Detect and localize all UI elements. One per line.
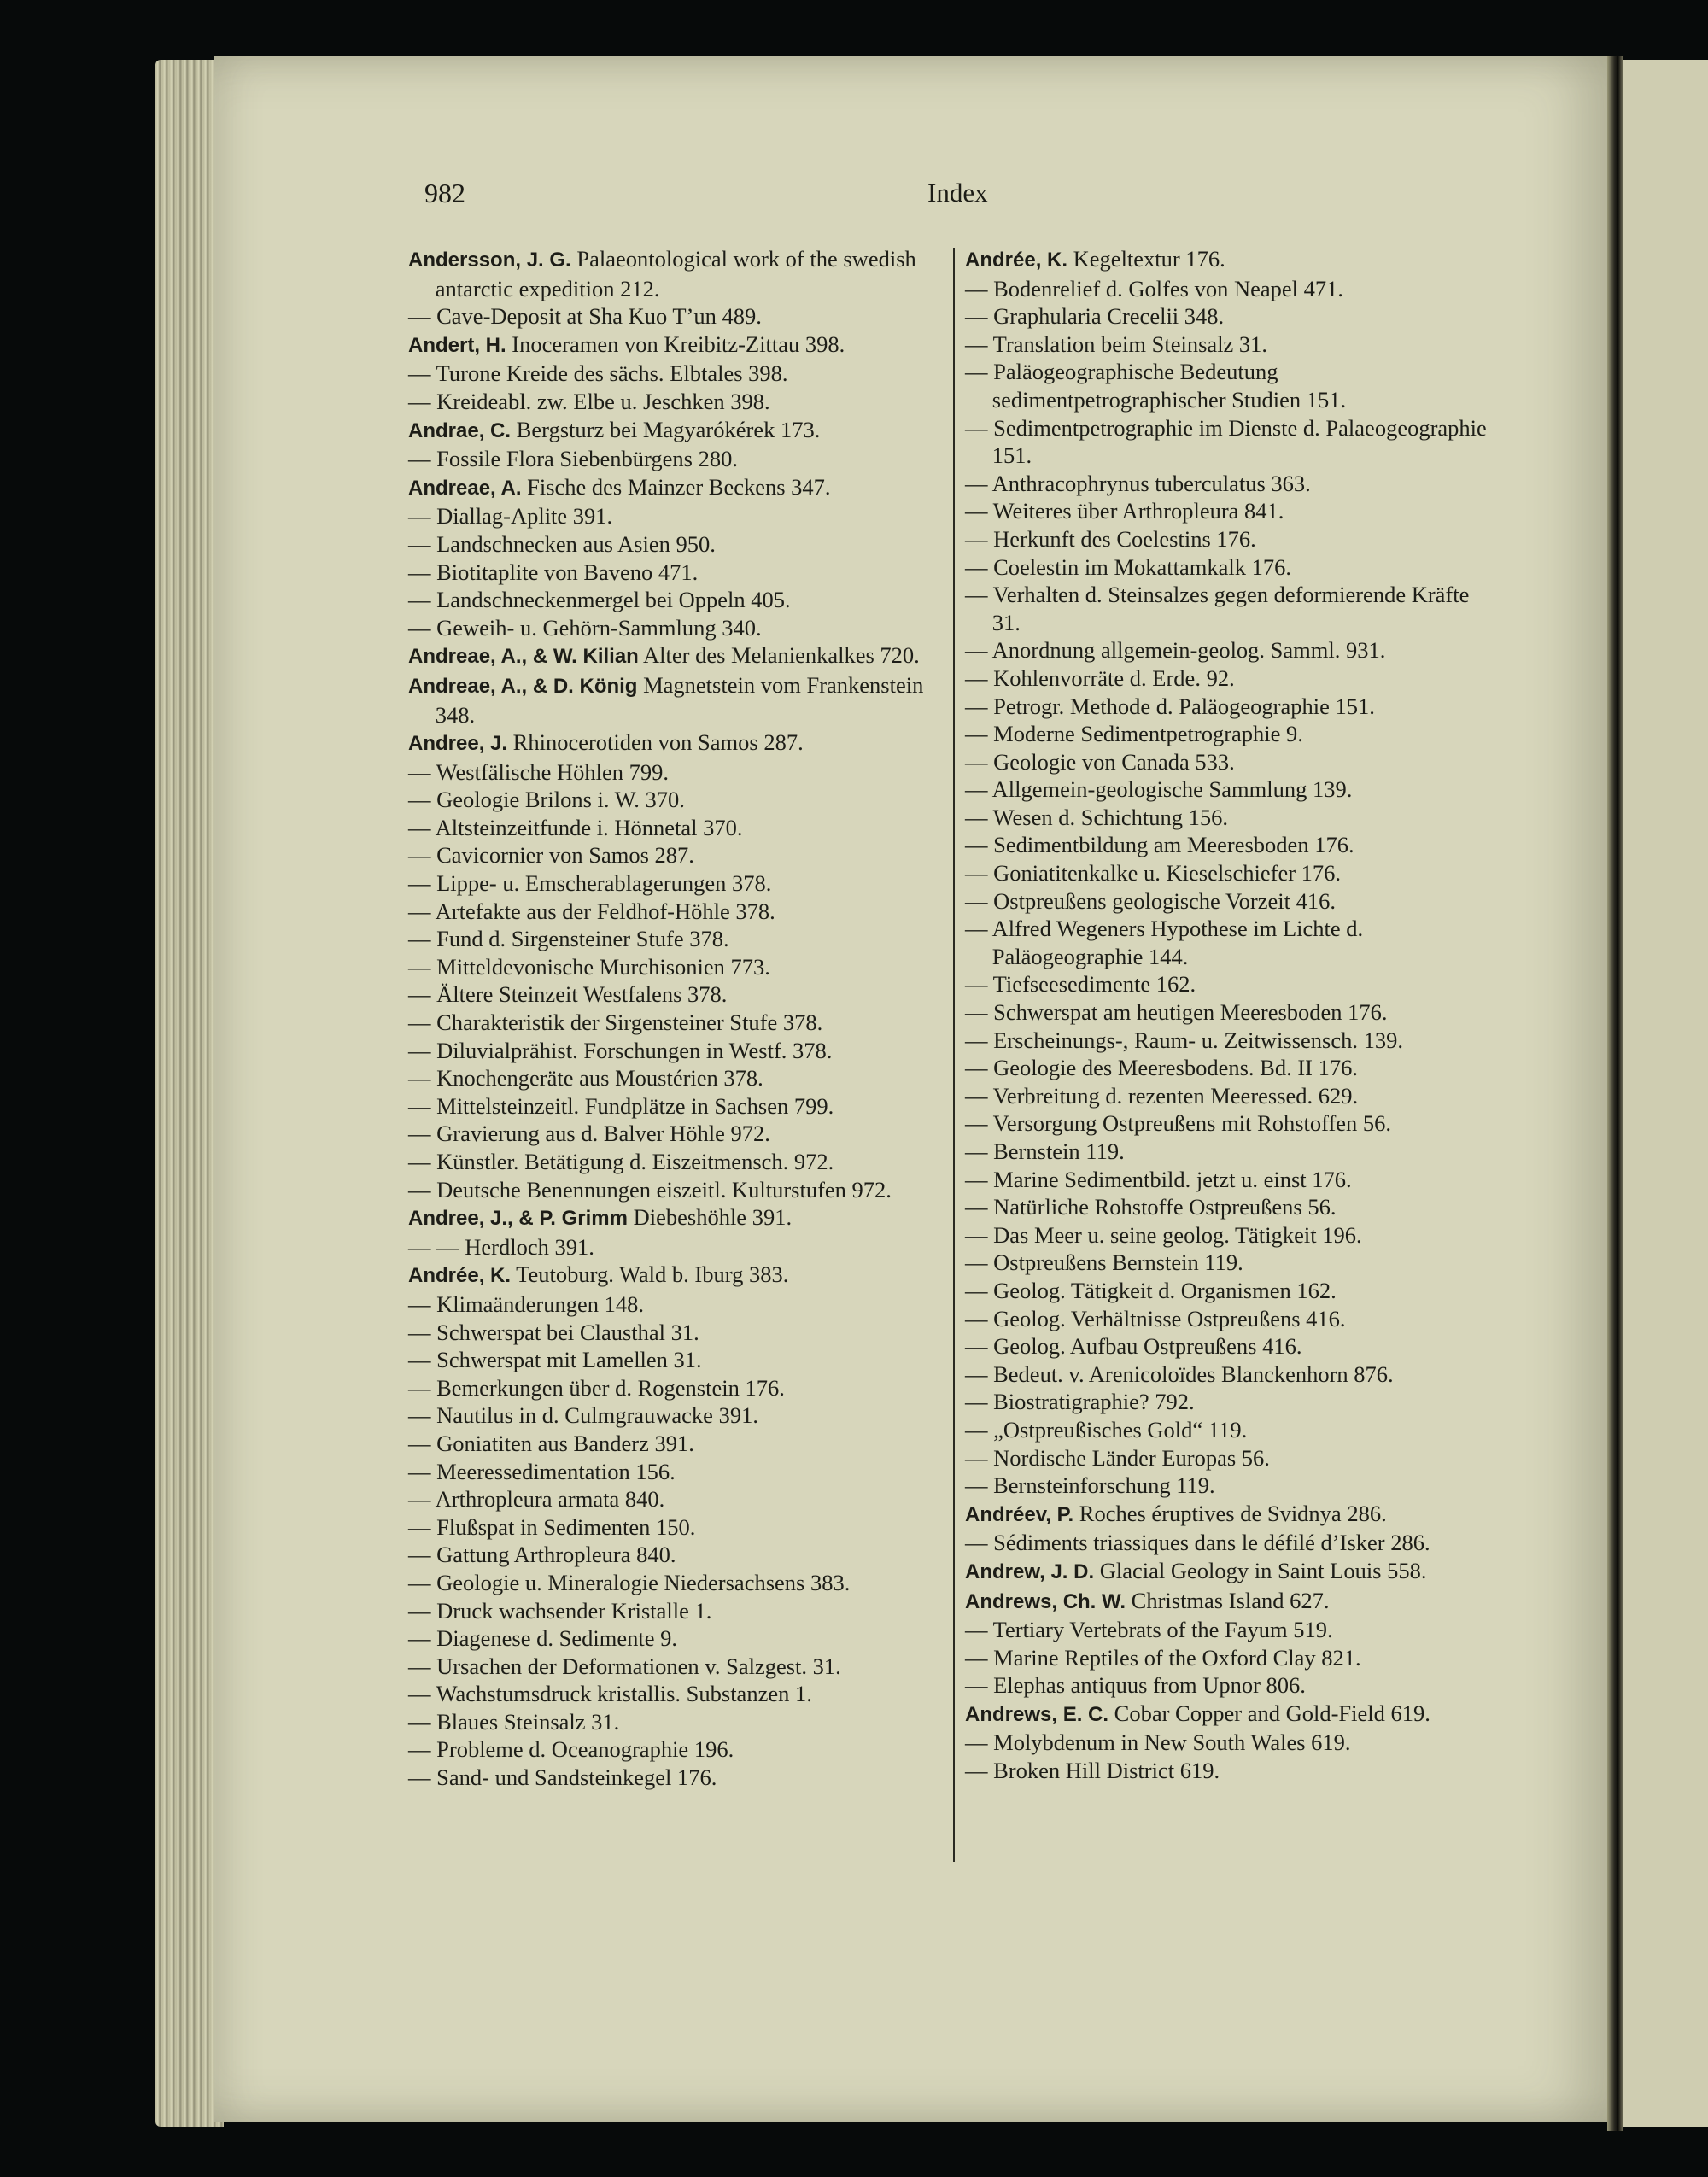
index-entry: [408, 1485, 945, 1513]
index-entry-text: Glacial Geology in Saint Louis 558.: [1094, 1557, 1427, 1583]
index-entry-text: Alter des Melanienkalkes 720.: [638, 642, 920, 669]
index-entry: [408, 586, 945, 614]
index-entry: [408, 1374, 945, 1402]
index-entry-text: Magnetstein vom Frankenstein 348.: [435, 671, 924, 728]
index-entry: [965, 887, 1499, 916]
index-entry: [965, 859, 1499, 887]
index-entry: [965, 1305, 1499, 1333]
index-entry-text: — Coelestin im Mokattamkalk 176.: [965, 553, 1291, 580]
index-entry-text: — Blaues Steinsalz 31.: [408, 1708, 620, 1735]
index-entry-text: — Bernsteinforschung 119.: [965, 1472, 1215, 1499]
index-entry-text: Christmas Island 627.: [1126, 1587, 1330, 1613]
index-entry: [965, 1587, 1499, 1617]
index-entry-text: — Das Meer u. seine geolog. Tätigkeit 196.: [965, 1221, 1362, 1248]
index-entry: [408, 1569, 945, 1597]
index-entry-text: — Bemerkungen über d. Rogenstein 176.: [408, 1374, 785, 1401]
index-entry-text: — Graphularia Crecelii 348.: [965, 303, 1225, 330]
index-entry: [965, 1109, 1499, 1138]
index-entry-text: — Druck wachsender Kristalle 1.: [408, 1597, 712, 1624]
index-entry: [965, 1193, 1499, 1221]
index-entry-text: — Deutsche Benennungen eiszeitl. Kulturstufen 972.: [408, 1176, 892, 1203]
index-entry: [965, 1054, 1499, 1082]
index-entry: [408, 1120, 945, 1148]
index-entry: [965, 1616, 1499, 1644]
index-entry: [408, 1430, 945, 1458]
index-entry-text: — Landschnecken aus Asien 950.: [408, 530, 716, 557]
index-entry: [408, 1319, 945, 1347]
index-entry: [408, 1541, 945, 1569]
index-entry-text: — Goniatitenkalke u. Kieselschiefer 176.: [965, 860, 1342, 887]
index-entry: [965, 1221, 1499, 1249]
index-entry: [965, 804, 1499, 832]
index-entry-text: Diebeshöhle 391.: [627, 1204, 793, 1231]
index-entry: [408, 1037, 945, 1065]
index-entry-text: — Schwerspat mit Lamellen 31.: [408, 1347, 702, 1373]
index-entry-text: — Klimaänderungen 148.: [408, 1290, 644, 1317]
index-column-right: [965, 245, 1499, 1785]
index-entry-text: — Geolog. Tätigkeit d. Organismen 162.: [965, 1277, 1337, 1303]
index-entry-text: Bergsturz bei Magyarókérek 173.: [511, 416, 821, 442]
index-entry-text: — Petrogr. Methode d. Paläogeographie 151.: [965, 693, 1375, 719]
index-entry-text: — Schwerspat bei Clausthal 31.: [408, 1319, 699, 1345]
index-entry: [965, 1529, 1499, 1557]
index-entry-text: — Biostratigraphie? 792.: [965, 1389, 1195, 1415]
index-entry-text: — Geologie des Meeresbodens. Bd. II 176.: [965, 1055, 1358, 1081]
index-entry-text: — Herkunft des Coelestins 176.: [965, 525, 1256, 552]
index-entry-text: — Diallag-Aplite 391.: [408, 503, 613, 530]
index-entry: [965, 525, 1499, 553]
index-entry-text: — Sand- und Sandsteinkegel 176.: [408, 1764, 717, 1791]
index-entry-author: Andreae, A., & W. Kilian: [408, 645, 639, 669]
index-entry: [965, 1082, 1499, 1110]
index-entry-text: — Geologie von Canada 533.: [965, 748, 1235, 775]
index-entry: [408, 1203, 945, 1233]
index-entry-text: — Tiefseesedimente 162.: [965, 971, 1196, 998]
index-entry: [408, 814, 945, 842]
index-entry-author: Andrews, E. C.: [965, 1702, 1109, 1726]
index-entry: [965, 553, 1499, 582]
index-entry-text: — Weiteres über Arthropleura 841.: [965, 498, 1284, 524]
index-entry-text: — Bedeut. v. Arenicoloïdes Blanckenhorn 876.: [965, 1361, 1394, 1387]
index-entry: [965, 1472, 1499, 1500]
index-entry-text: — Broken Hill District 619.: [965, 1758, 1220, 1784]
index-entry: [408, 1064, 945, 1092]
index-entry: [965, 245, 1499, 275]
index-entry: [408, 1346, 945, 1374]
index-entry: [965, 1557, 1499, 1587]
index-entry: [965, 358, 1499, 413]
index-entry: [965, 1332, 1499, 1361]
index-entry: [408, 473, 945, 503]
index-entry-text: — Paläogeographische Bedeutung sedimentpetrographischer Studien 151.: [965, 359, 1347, 413]
index-entry: [965, 748, 1499, 776]
index-entry: [408, 1290, 945, 1319]
column-divider: [953, 248, 955, 1862]
index-entry-text: Fische des Mainzer Beckens 347.: [521, 473, 831, 500]
index-entry: [408, 729, 945, 758]
index-entry: [965, 414, 1499, 470]
index-entry-text: — Geologie u. Mineralogie Niedersachsens 383.: [408, 1569, 851, 1595]
index-entry-text: — Erscheinungs-, Raum- u. Zeitwissensch. 139.: [965, 1027, 1403, 1053]
index-entry-text: — Geweih- u. Gehörn-Sammlung 340.: [408, 614, 762, 641]
index-entry-text: — Geolog. Aufbau Ostpreußens 416.: [965, 1333, 1302, 1360]
index-entry-text: — Knochengeräte aus Moustérien 378.: [408, 1065, 763, 1091]
index-entry-text: — Moderne Sedimentpetrographie 9.: [965, 721, 1303, 747]
index-entry-text: — Versorgung Ostpreußens mit Rohstoffen 56.: [965, 1110, 1392, 1137]
index-entry-text: — Meeressedimentation 156.: [408, 1458, 676, 1484]
index-entry: [408, 671, 945, 729]
index-entry: [965, 1729, 1499, 1757]
index-entry: [965, 1249, 1499, 1277]
index-entry: [408, 758, 945, 787]
index-entry-text: Cobar Copper and Gold-Field 619.: [1108, 1700, 1430, 1726]
index-entry: [408, 502, 945, 530]
index-entry: [408, 1735, 945, 1764]
index-entry-text: — Mittelsteinzeitl. Fundplätze in Sachsen 799.: [408, 1092, 834, 1119]
index-entry: [965, 636, 1499, 664]
index-entry-author: Andrae, C.: [408, 418, 512, 442]
index-entry-text: — Sédiments triassiques dans le défilé d’Isker 286.: [965, 1530, 1430, 1556]
index-entry-text: — Alfred Wegeners Hypothese im Lichte d. Paläogeographie 144.: [965, 916, 1364, 969]
index-entry-author: Andert, H.: [408, 333, 506, 357]
index-entry-text: — Charakteristik der Sirgensteiner Stufe 378.: [408, 1009, 823, 1036]
index-entry-text: — Arthropleura armata 840.: [408, 1486, 665, 1513]
index-entry: [965, 1416, 1499, 1444]
index-entry-text: — Goniatiten aus Banderz 391.: [408, 1430, 694, 1456]
index-entry: [965, 720, 1499, 748]
index-entry: [965, 998, 1499, 1027]
index-entry: [408, 1708, 945, 1736]
index-entry-author: Andrée, K.: [965, 249, 1068, 272]
index-entry-text: — Anordnung allgemein-geolog. Samml. 931.: [965, 637, 1386, 664]
index-entry-text: — Allgemein-geologische Sammlung 139.: [965, 776, 1353, 803]
index-entry: [965, 1700, 1499, 1729]
index-entry: [408, 1176, 945, 1204]
index-entry: [408, 841, 945, 869]
index-entry: [408, 1597, 945, 1625]
index-entry: [408, 1624, 945, 1653]
index-entry: [965, 1757, 1499, 1785]
index-entry: [965, 1388, 1499, 1416]
index-entry: [408, 1092, 945, 1121]
index-entry: [965, 1500, 1499, 1530]
index-entry-text: — Gravierung aus d. Balver Höhle 972.: [408, 1121, 770, 1147]
index-entry-text: — Natürliche Rohstoffe Ostpreußens 56.: [965, 1194, 1337, 1220]
index-entry-text: — Bodenrelief d. Golfes von Neapel 471.: [965, 275, 1344, 301]
index-entry-text: — — Herdloch 391.: [408, 1233, 594, 1260]
index-entry: [408, 1458, 945, 1486]
index-entry-text: — Anthracophrynus tuberculatus 363.: [965, 470, 1311, 496]
index-entry: [408, 331, 945, 360]
index-entry-text: — Verhalten d. Steinsalzes gegen deformierende Kräfte 31.: [965, 582, 1470, 635]
index-entry: [408, 245, 945, 302]
index-entry-text: Rhinocerotiden von Samos 287.: [507, 729, 804, 756]
index-entry-text: — Ältere Steinzeit Westfalens 378.: [408, 981, 728, 1008]
index-entry-text: — Elephas antiquus from Upnor 806.: [965, 1672, 1306, 1699]
index-entry: [965, 331, 1499, 359]
index-entry: [408, 641, 945, 671]
index-entry-text: — Nautilus in d. Culmgrauwacke 391.: [408, 1402, 758, 1429]
index-entry-text: — Fossile Flora Siebenbürgens 280.: [408, 446, 738, 472]
index-entry-text: — Diagenese d. Sedimente 9.: [408, 1625, 677, 1652]
index-entry-text: — Artefakte aus der Feldhof-Höhle 378.: [408, 898, 775, 924]
index-entry-text: — Cave-Deposit at Sha Kuo T’un 489.: [408, 303, 762, 330]
index-entry: [965, 664, 1499, 693]
index-entry-text: — Künstler. Betätigung d. Eiszeitmensch. 972.: [408, 1149, 834, 1174]
index-entry: [965, 775, 1499, 804]
index-entry: [965, 275, 1499, 303]
index-entry: [965, 1166, 1499, 1194]
index-entry-text: — Cavicornier von Samos 287.: [408, 842, 694, 869]
index-entry: [408, 980, 945, 1009]
book-gutter: [1607, 56, 1623, 2131]
index-entry-text: — Marine Reptiles of the Oxford Clay 821.: [965, 1644, 1361, 1671]
index-entry-text: — Lippe- u. Emscherablagerungen 378.: [408, 870, 772, 897]
index-entry-author: Andrews, Ch. W.: [965, 1589, 1126, 1613]
index-entry-text: — Ursachen der Deformationen v. Salzgest. 31.: [408, 1653, 841, 1679]
index-entry-text: Kegeltextur 176.: [1068, 246, 1225, 272]
index-entry: [965, 915, 1499, 970]
index-entry: [965, 1027, 1499, 1055]
index-entry-text: Roches éruptives de Svidnya 286.: [1073, 1500, 1387, 1526]
index-entry-author: Andréev, P.: [965, 1502, 1074, 1526]
index-entry: [965, 1444, 1499, 1472]
index-entry: [408, 1764, 945, 1792]
index-column-left: [408, 245, 945, 1792]
index-entry: [965, 831, 1499, 859]
index-entry-text: — Ostpreußens geologische Vorzeit 416.: [965, 887, 1336, 914]
index-entry-author: Andrew, J. D.: [965, 1560, 1095, 1583]
index-entry: [408, 953, 945, 981]
index-entry: [408, 1680, 945, 1708]
index-entry: [408, 388, 945, 416]
index-entry: [408, 614, 945, 642]
index-entry-text: — Diluvialprähist. Forschungen in Westf. 378.: [408, 1037, 833, 1063]
index-entry: [965, 581, 1499, 636]
index-entry: [965, 1277, 1499, 1305]
index-entry-text: — Bernstein 119.: [965, 1138, 1125, 1164]
index-entry-text: — Sedimentbildung am Meeresboden 176.: [965, 832, 1354, 858]
index-entry-text: — Geolog. Verhältnisse Ostpreußens 416.: [965, 1305, 1346, 1331]
index-entry: [965, 1671, 1499, 1700]
index-entry-author: Andree, J., & P. Grimm: [408, 1207, 628, 1231]
index-entry: [965, 1644, 1499, 1672]
index-entry: [965, 302, 1499, 331]
index-entry: [965, 470, 1499, 498]
index-entry-text: — „Ostpreußisches Gold“ 119.: [965, 1416, 1248, 1443]
index-entry: [408, 1233, 945, 1261]
index-entry: [408, 898, 945, 926]
index-entry: [408, 869, 945, 898]
index-entry-text: — Wachstumsdruck kristallis. Substanzen 1.: [408, 1681, 812, 1707]
index-entry-text: — Biotitaplite von Baveno 471.: [408, 559, 699, 585]
index-entry-author: Andrée, K.: [408, 1264, 512, 1288]
page-title: Index: [927, 178, 988, 208]
index-entry-text: — Geologie Brilons i. W. 370.: [408, 787, 685, 813]
index-entry: [965, 1138, 1499, 1166]
index-entry: [408, 302, 945, 331]
index-entry-text: — Marine Sedimentbild. jetzt u. einst 176.: [965, 1166, 1352, 1192]
index-entry-text: — Wesen d. Schichtung 156.: [965, 804, 1228, 830]
index-entry-text: — Molybdenum in New South Wales 619.: [965, 1729, 1351, 1756]
page-number: 982: [424, 178, 465, 208]
index-entry-author: Andreae, A., & D. König: [408, 674, 638, 698]
index-entry: [408, 925, 945, 953]
index-entry: [965, 970, 1499, 998]
index-entry-text: — Verbreitung d. rezenten Meeressed. 629.: [965, 1082, 1359, 1109]
index-entry: [408, 445, 945, 473]
index-entry-text: — Altsteinzeitfunde i. Hönnetal 370.: [408, 814, 743, 840]
index-entry: [965, 1361, 1499, 1389]
index-entry-text: — Landschneckenmergel bei Oppeln 405.: [408, 587, 791, 613]
index-entry-author: Andreae, A.: [408, 476, 522, 500]
index-entry-text: — Sedimentpetrographie im Dienste d. Palaeogeographie 151.: [965, 414, 1487, 469]
index-entry: [408, 530, 945, 559]
facing-page-edge: [1614, 60, 1708, 2127]
index-entry: [408, 416, 945, 446]
index-entry: [408, 360, 945, 388]
index-entry: [408, 1261, 945, 1290]
index-entry: [408, 1513, 945, 1542]
index-entry: [408, 1653, 945, 1681]
index-entry: [965, 693, 1499, 721]
index-entry-text: — Fund d. Sirgensteiner Stufe 378.: [408, 926, 729, 952]
index-entry: [408, 559, 945, 587]
index-entry-text: — Flußspat in Sedimenten 150.: [408, 1513, 696, 1540]
index-entry: [408, 1009, 945, 1037]
index-entry-text: — Turone Kreide des sächs. Elbtales 398.: [408, 360, 788, 387]
index-entry-author: Andersson, J. G.: [408, 249, 571, 272]
index-entry: [408, 1148, 945, 1176]
index-entry-text: Inoceramen von Kreibitz-Zittau 398.: [506, 331, 845, 357]
index-entry-text: — Westfälische Höhlen 799.: [408, 758, 670, 785]
index-entry-text: — Tertiary Vertebrats of the Fayum 519.: [965, 1617, 1333, 1643]
index-entry: [408, 786, 945, 814]
index-entry: [408, 1402, 945, 1430]
index-entry-text: — Probleme d. Oceanographie 196.: [408, 1736, 734, 1763]
index-entry-text: Teutoburg. Wald b. Iburg 383.: [511, 1261, 789, 1288]
index-entry-text: Palaeontological work of the swedish antarctic expedition 212.: [435, 246, 916, 301]
index-entry-text: — Ostpreußens Bernstein 119.: [965, 1249, 1243, 1276]
index-entry-text: — Mitteldevonische Murchisonien 773.: [408, 953, 770, 980]
index-entry-text: — Schwerspat am heutigen Meeresboden 176.: [965, 999, 1388, 1026]
index-entry-text: — Nordische Länder Europas 56.: [965, 1444, 1270, 1471]
index-entry-text: — Kreideabl. zw. Elbe u. Jeschken 398.: [408, 388, 770, 414]
index-entry-text: — Gattung Arthropleura 840.: [408, 1542, 676, 1568]
index-entry-text: — Translation beim Steinsalz 31.: [965, 331, 1268, 357]
index-entry-author: Andree, J.: [408, 732, 508, 756]
index-entry: [965, 497, 1499, 525]
index-entry-text: — Kohlenvorräte d. Erde. 92.: [965, 664, 1235, 691]
